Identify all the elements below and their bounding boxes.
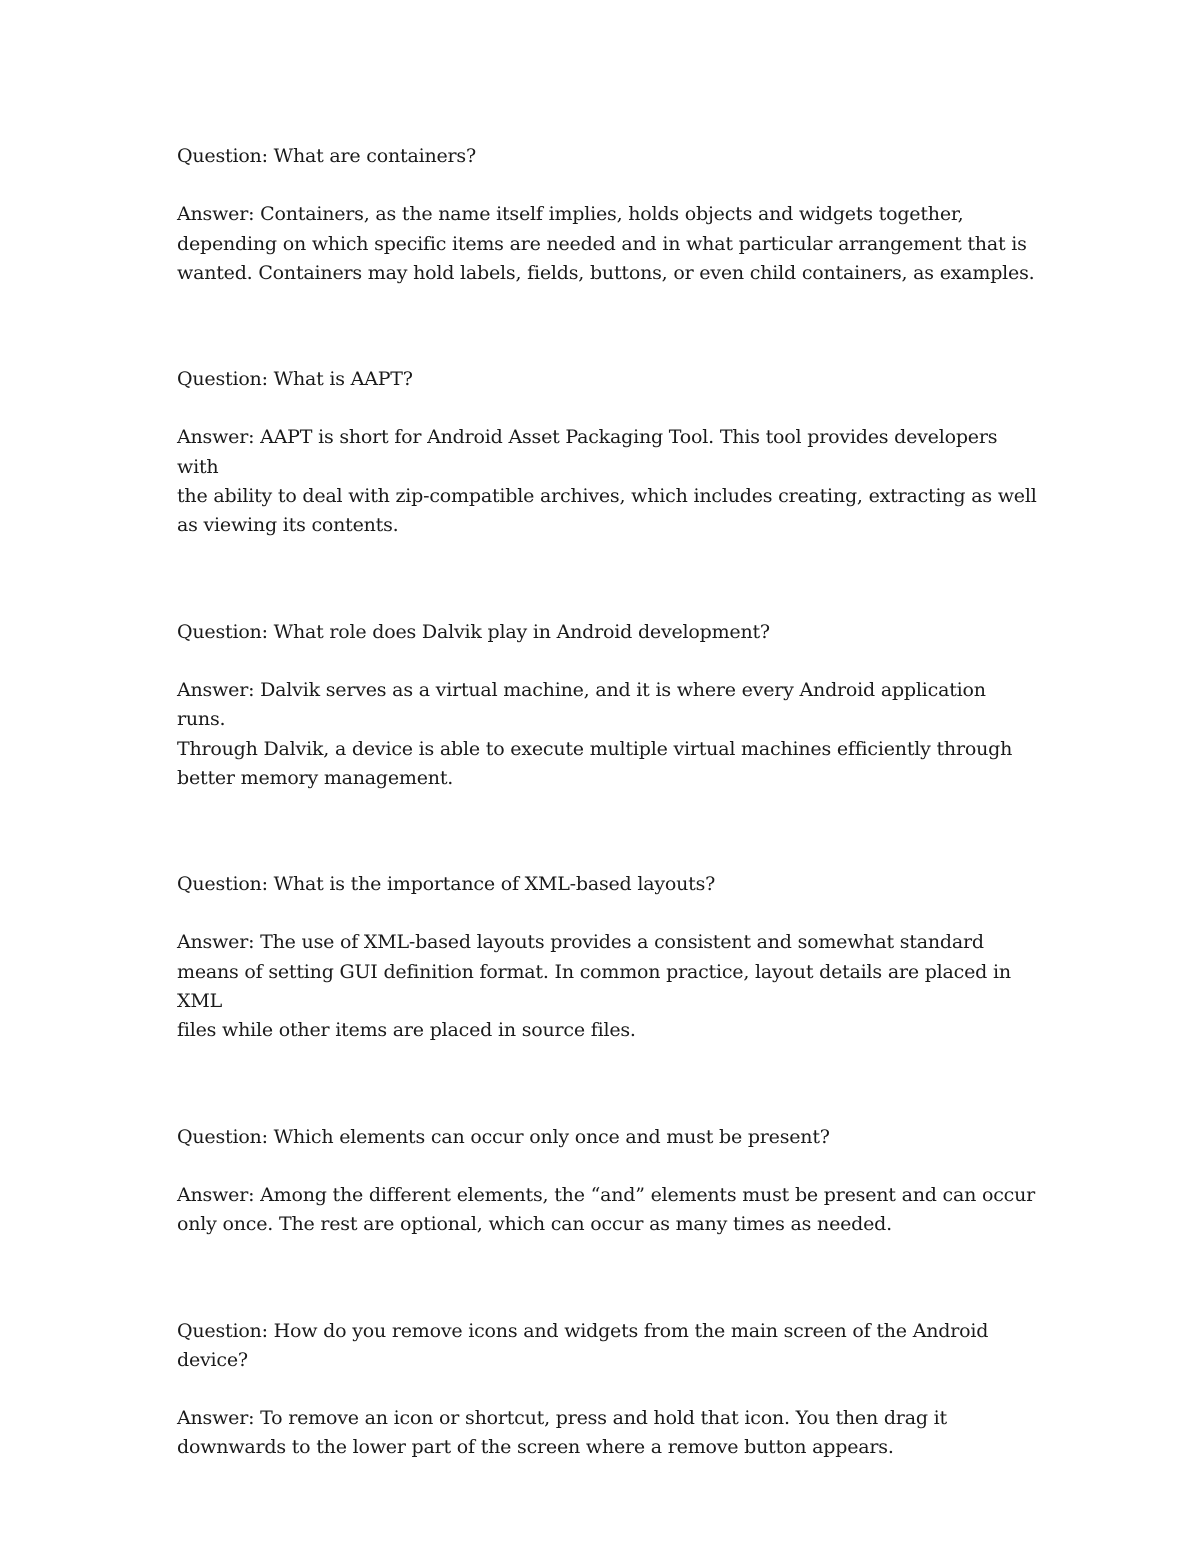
question-text: Question: What is AAPT?	[177, 368, 413, 391]
question-text: Question: Which elements can occur only once and must be present?	[177, 1125, 830, 1148]
qa-item-xml-layouts	[177, 870, 1037, 1045]
answer-text: Answer: Dalvik serves as a virtual machine, and it is where every Android application runs. Through Dalvik, a device is able to execute multiple virtual machines efficiently through better memory management.	[177, 678, 1013, 789]
question-text: Question: How do you remove icons and widgets from the main screen of the Android device?	[177, 1319, 989, 1371]
question-text: Question: What is the importance of XML-based layouts?	[177, 873, 716, 896]
answer-text: Answer: The use of XML-based layouts provides a consistent and somewhat standard means of setting GUI definition format. In common practice, layout details are placed in XML files while other items are placed in source files.	[177, 931, 1011, 1042]
answer-text: Answer: To remove an icon or shortcut, press and hold that icon. You then drag it downwards to the lower part of the screen where a remove button appears.	[177, 1407, 947, 1459]
qa-item-containers	[177, 142, 1037, 288]
qa-item-elements	[177, 1123, 1037, 1240]
answer-text: Answer: Containers, as the name itself implies, holds objects and widgets together, depending on which specific items are needed and in what particular arrangement that is wanted. Containers may hold labels, fields, buttons, or even child containers, as examples.	[177, 203, 1035, 284]
question-text: Question: What are containers?	[177, 145, 476, 167]
answer-text: Answer: Among the different elements, the “and” elements must be present and can occur only once. The rest are optional, which can occur as many times as needed.	[177, 1183, 1036, 1236]
document-body	[177, 142, 1037, 1463]
qa-item-aapt	[177, 365, 1037, 540]
question-text: Question: What role does Dalvik play in Android development?	[177, 620, 770, 643]
qa-item-dalvik	[177, 618, 1037, 793]
answer-text: Answer: AAPT is short for Android Asset Packaging Tool. This tool provides developers with the ability to deal with zip-compatible archives, which includes creating, extracting as well as viewing its contents.	[177, 426, 1037, 537]
qa-item-remove-icons	[177, 1317, 1037, 1463]
